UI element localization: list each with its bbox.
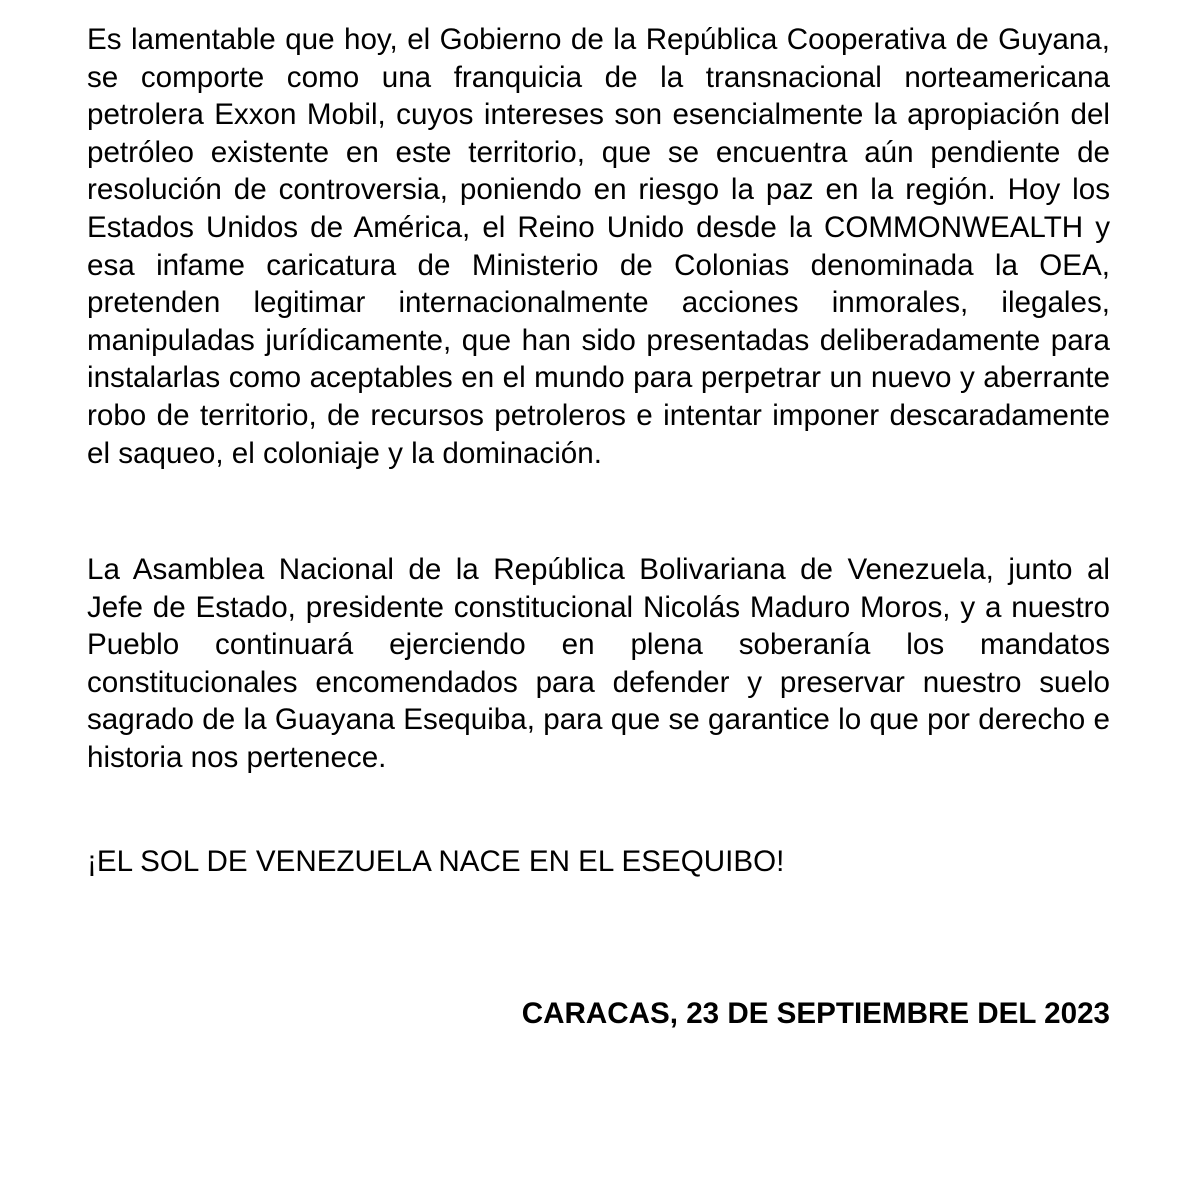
dateline: CARACAS, 23 DE SEPTIEMBRE DEL 2023: [521, 997, 1110, 1030]
slogan: ¡EL SOL DE VENEZUELA NACE EN EL ESEQUIBO!: [87, 845, 785, 878]
body-paragraph-asamblea-nacional: La Asamblea Nacional de la República Bolivariana de Venezuela, junto al Jefe de Estado, presidente constitucional Nicolás Maduro Moros, y a nuestro Pueblo continuará ejerciendo en plena soberanía los mandatos constitucionales encomendados para defender y preservar nuestro suelo sagrado de la Guayana Esequiba, para que se garantice lo que por derecho e historia nos pertenece.: [87, 553, 1110, 774]
body-paragraph-guyana-exxon: Es lamentable que hoy, el Gobierno de la República Cooperativa de Guyana, se comporte como una franquicia de la transnacional norteamericana petrolera Exxon Mobil, cuyos intereses son esencialmente la apropiación del petróleo existente en este territorio, que se encuentra aún pendiente de resolución de controversia, poniendo en riesgo la paz en la región. Hoy los Estados Unidos de América, el Reino Unido desde la COMMONWEALTH y esa infame caricatura de Ministerio de Colonias denominada la OEA, pretenden legitimar internacionalmente acciones inmorales, ilegales, manipuladas jurídicamente, que han sido presentadas deliberadamente para instalarlas como aceptables en el mundo para perpetrar un nuevo y aberrante robo de territorio, de recursos petroleros e intentar imponer descaradamente el saqueo, el coloniaje y la dominación.: [87, 23, 1110, 470]
